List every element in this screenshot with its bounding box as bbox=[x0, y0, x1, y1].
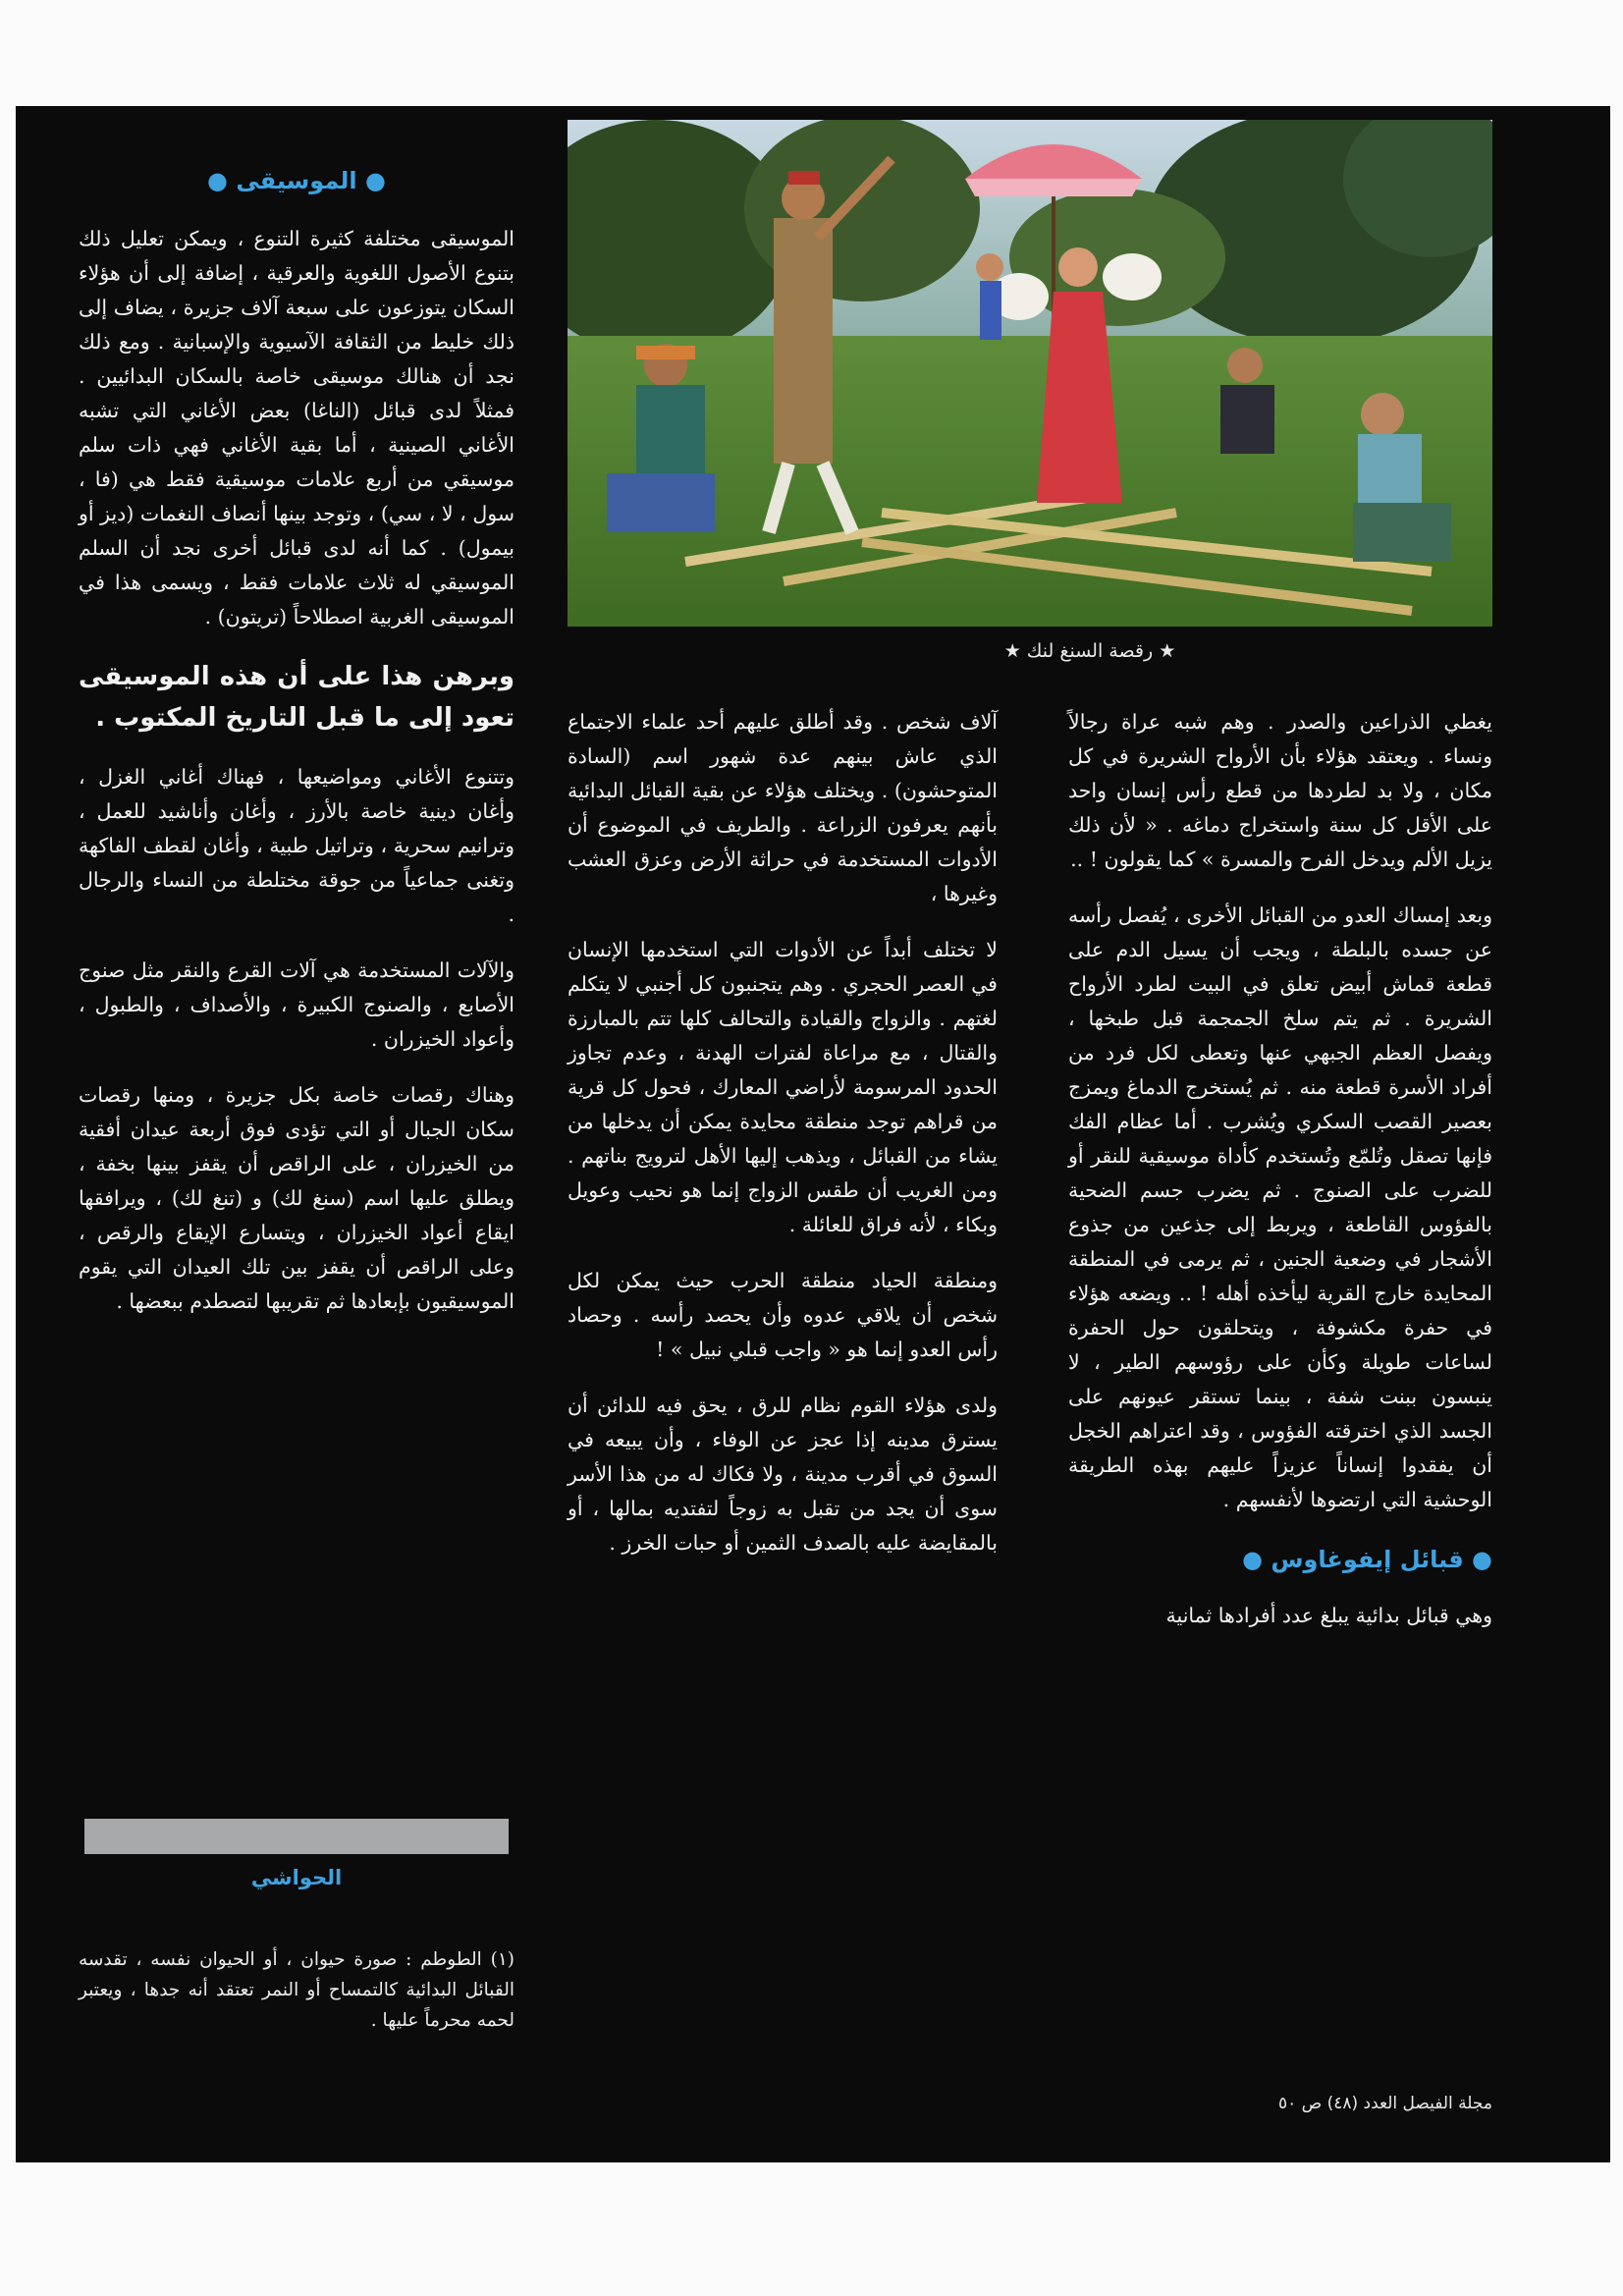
music-column bbox=[79, 222, 514, 1340]
middle-paragraph: آلاف شخص . وقد أطلق عليهم أحد علماء الاجتماع الذي عاش بينهم عدة شهور اسم (السادة المتوحشون) . ويختلف هؤلاء عن بقية القبائل البدائية بأنهم يعرفون الزراعة . والطريف في الموضوع أن الأدوات المستخدمة في حراثة الأرض وعزق العشب وغيرها ، bbox=[568, 710, 998, 905]
dance-photo-illustration bbox=[568, 120, 1492, 627]
ifugao-heading-text: قبائل إيفوغاوس bbox=[1271, 1546, 1464, 1573]
music-highlight: وبرهن هذا على أن هذه الموسيقى تعود إلى ما قبل التاريخ المكتوب . bbox=[79, 662, 514, 733]
notes-divider bbox=[84, 1819, 509, 1854]
music-paragraph: والآلات المستخدمة هي آلات القرع والنقر مثل صنوج الأصابع ، والصنوج الكبيرة ، والأصداف ، والطبول ، وأعواد الخيزران . bbox=[79, 958, 514, 1051]
right-paragraph: وبعد إمساك العدو من القبائل الأخرى ، يُفصل رأسه عن جسده بالبلطة ، ويجب أن يسيل الدم على قطعة قماش أبيض تعلق في البيت لطرد الأرواح الشريرة . ثم يتم سلخ الجمجمة قبل طبخها ، ويفصل العظم الجبهي عنها وتعطى لكل فرد من أفراد الأسرة قطعة منه . ثم يُستخرج الدماغ ويمزج بعصير القصب السكري ويُشرب . أما عظام الفك فإنها تصقل وتُلمّع وتُستخدم كأداة موسيقية للنقر أو للضرب على الصنوج . ثم يضرب جسم الضحية بالفؤوس القاطعة ، ويربط إلى جذعين من جذوع الأشجار في وضعية الجنين ، ثم يرمى في المنطقة المحايدة خارج القرية ليأخذه أهله ! .. ويضعه هؤلاء في حفرة مكشوفة ، ويتحلقون حول الحفرة لساعات طويلة وكأن على رؤوسهم الطير ، لا ينبسون ببنت شفة ، بينما تستقر عيونهم على الجسد الذي اخترقته الفؤوس ، وقد اعتراهم الخجل أن يفقدوا إنساناً عزيزاً عليهم بهذه الطريقة الوحشية التي ارتضوها لأنفسهم . bbox=[1068, 903, 1492, 1511]
right-paragraph: يغطي الذراعين والصدر . وهم شبه عراة رجالاً ونساء . ويعتقد هؤلاء بأن الأرواح الشريرة في كل مكان ، ولا بد لطردها من قطع رأس إنسان واحد على الأقل كل سنة واستخراج دماغه . « لأن ذلك يزيل الألم ويدخل الفرح والمسرة » كما يقولون ! .. bbox=[1068, 710, 1492, 871]
bullet-icon: ● bbox=[1472, 1546, 1492, 1573]
footnote: (١) الطوطم : صورة حيوان ، أو الحيوان نفسه ، تقدسه القبائل البدائية كالتمساح أو النمر تعتقد أنه جدها ، ويعتبر لحمه محرماً عليها . bbox=[79, 1949, 514, 2031]
ifugao-paragraph: وهي قبائل بدائية يبلغ عدد أفرادها ثمانية bbox=[1165, 1604, 1492, 1627]
photo-caption: ★ رقصة السنغ لنك ★ bbox=[1003, 640, 1176, 662]
music-heading bbox=[79, 167, 514, 194]
music-paragraph: الموسيقى مختلفة كثيرة التنوع ، ويمكن تعليل ذلك بتنوع الأصول اللغوية والعرقية ، إضافة إلى أن هؤلاء السكان يتوزعون على سبعة آلاف جزيرة ، يضاف إلى ذلك خليط من الثقافة الآسيوية والإسبانية . ومع ذلك نجد أن هنالك موسيقى خاصة بالسكان البدائيين . فمثلاً لدى قبائل (الناغا) بعض الأغاني التي تشبه الأغاني الصينية ، أما بقية الأغاني فهي ذات سلم موسيقي من أربع علامات موسيقية فقط هي (فا ، سول ، لا ، سي) ، وتوجد بينها أنصاف النغمات (ديز أو بيمول) . كما أنه لدى قبائل أخرى نجد أن السلم الموسيقي له ثلاث علامات فقط ، ويسمى هذا في الموسيقى الغربية اصطلاحاً (تريتون) . bbox=[79, 227, 514, 629]
music-heading-text: الموسيقى bbox=[236, 167, 357, 194]
bullet-icon: ● bbox=[1242, 1546, 1264, 1573]
bullet-icon: ● bbox=[365, 167, 386, 194]
bullet-icon: ● bbox=[207, 167, 228, 194]
middle-paragraph: ولدى هؤلاء القوم نظام للرق ، يحق فيه للدائن أن يسترق مدينه إذا عجز عن الوفاء ، وأن يبيعه في السوق في أقرب مدينة ، ولا فكاك له من هذا الأسر سوى أن يجد من تقبل به زوجاً لتفتديه بمالها ، أو بالمقايضة عليه بالصدف الثمين أو حبات الخرز . bbox=[568, 1394, 998, 1555]
dance-photo bbox=[568, 120, 1492, 627]
ifugao-heading bbox=[1068, 1543, 1492, 1577]
page-footer: مجلة الفيصل العدد (٤٨) ص ٥٠ bbox=[1277, 2094, 1492, 2113]
music-paragraph: وهناك رقصات خاصة بكل جزيرة ، ومنها رقصات سكان الجبال أو التي تؤدى فوق أربعة عيدان أفقية من الخيزران ، على الراقص أن يقفز بينها بخفة ، ويطلق عليها اسم (سنغ لك) و (تنغ لك) ، ويرافقها ايقاع أعواد الخيزران ، ويتسارع الإيقاع والرقص ، وعلى الراقص أن يقفز بين تلك العيدان التي يقوم الموسيقيون بإبعادها ثم تقريبها لتصطدم ببعضها . bbox=[79, 1083, 514, 1313]
middle-paragraph: لا تختلف أبداً عن الأدوات التي استخدمها الإنسان في العصر الحجري . وهم يتجنبون كل أجنبي لا يتكلم لغتهم . والزواج والقيادة والتحالف كلها تتم بالمبارزة والقتال ، مع مراعاة لفترات الهدنة ، وعدم تجاوز الحدود المرسومة لأراضي المعارك ، فحول كل قرية من قراهم توجد منطقة محايدة يمكن أن يدخلها من يشاء من القبائل ، ويذهب إليها الأهل لترويج بناتهم . ومن الغريب أن طقس الزواج إنما هو نحيب وعويل وبكاء ، لأنه فراق للعائلة . bbox=[568, 938, 998, 1236]
notes-title: الحواشي bbox=[250, 1866, 343, 1889]
middle-paragraph: ومنطقة الحياد منطقة الحرب حيث يمكن لكل شخص أن يلاقي عدوه وأن يحصد رأسه . وحصاد رأس العدو إنما هو « واجب قبلي نبيل » ! bbox=[568, 1269, 998, 1361]
music-paragraph: وتتنوع الأغاني ومواضيعها ، فهناك أغاني الغزل ، وأغان دينية خاصة بالأرز ، وأغان وأناشيد للعمل ، وترانيم سحرية ، وتراتيل طبية ، وأغان لقطف الفاكهة وتغنى جماعياً من جوقة مختلطة من النساء والرجال . bbox=[79, 765, 514, 926]
right-column bbox=[1068, 705, 1492, 1655]
middle-column bbox=[568, 705, 998, 1582]
